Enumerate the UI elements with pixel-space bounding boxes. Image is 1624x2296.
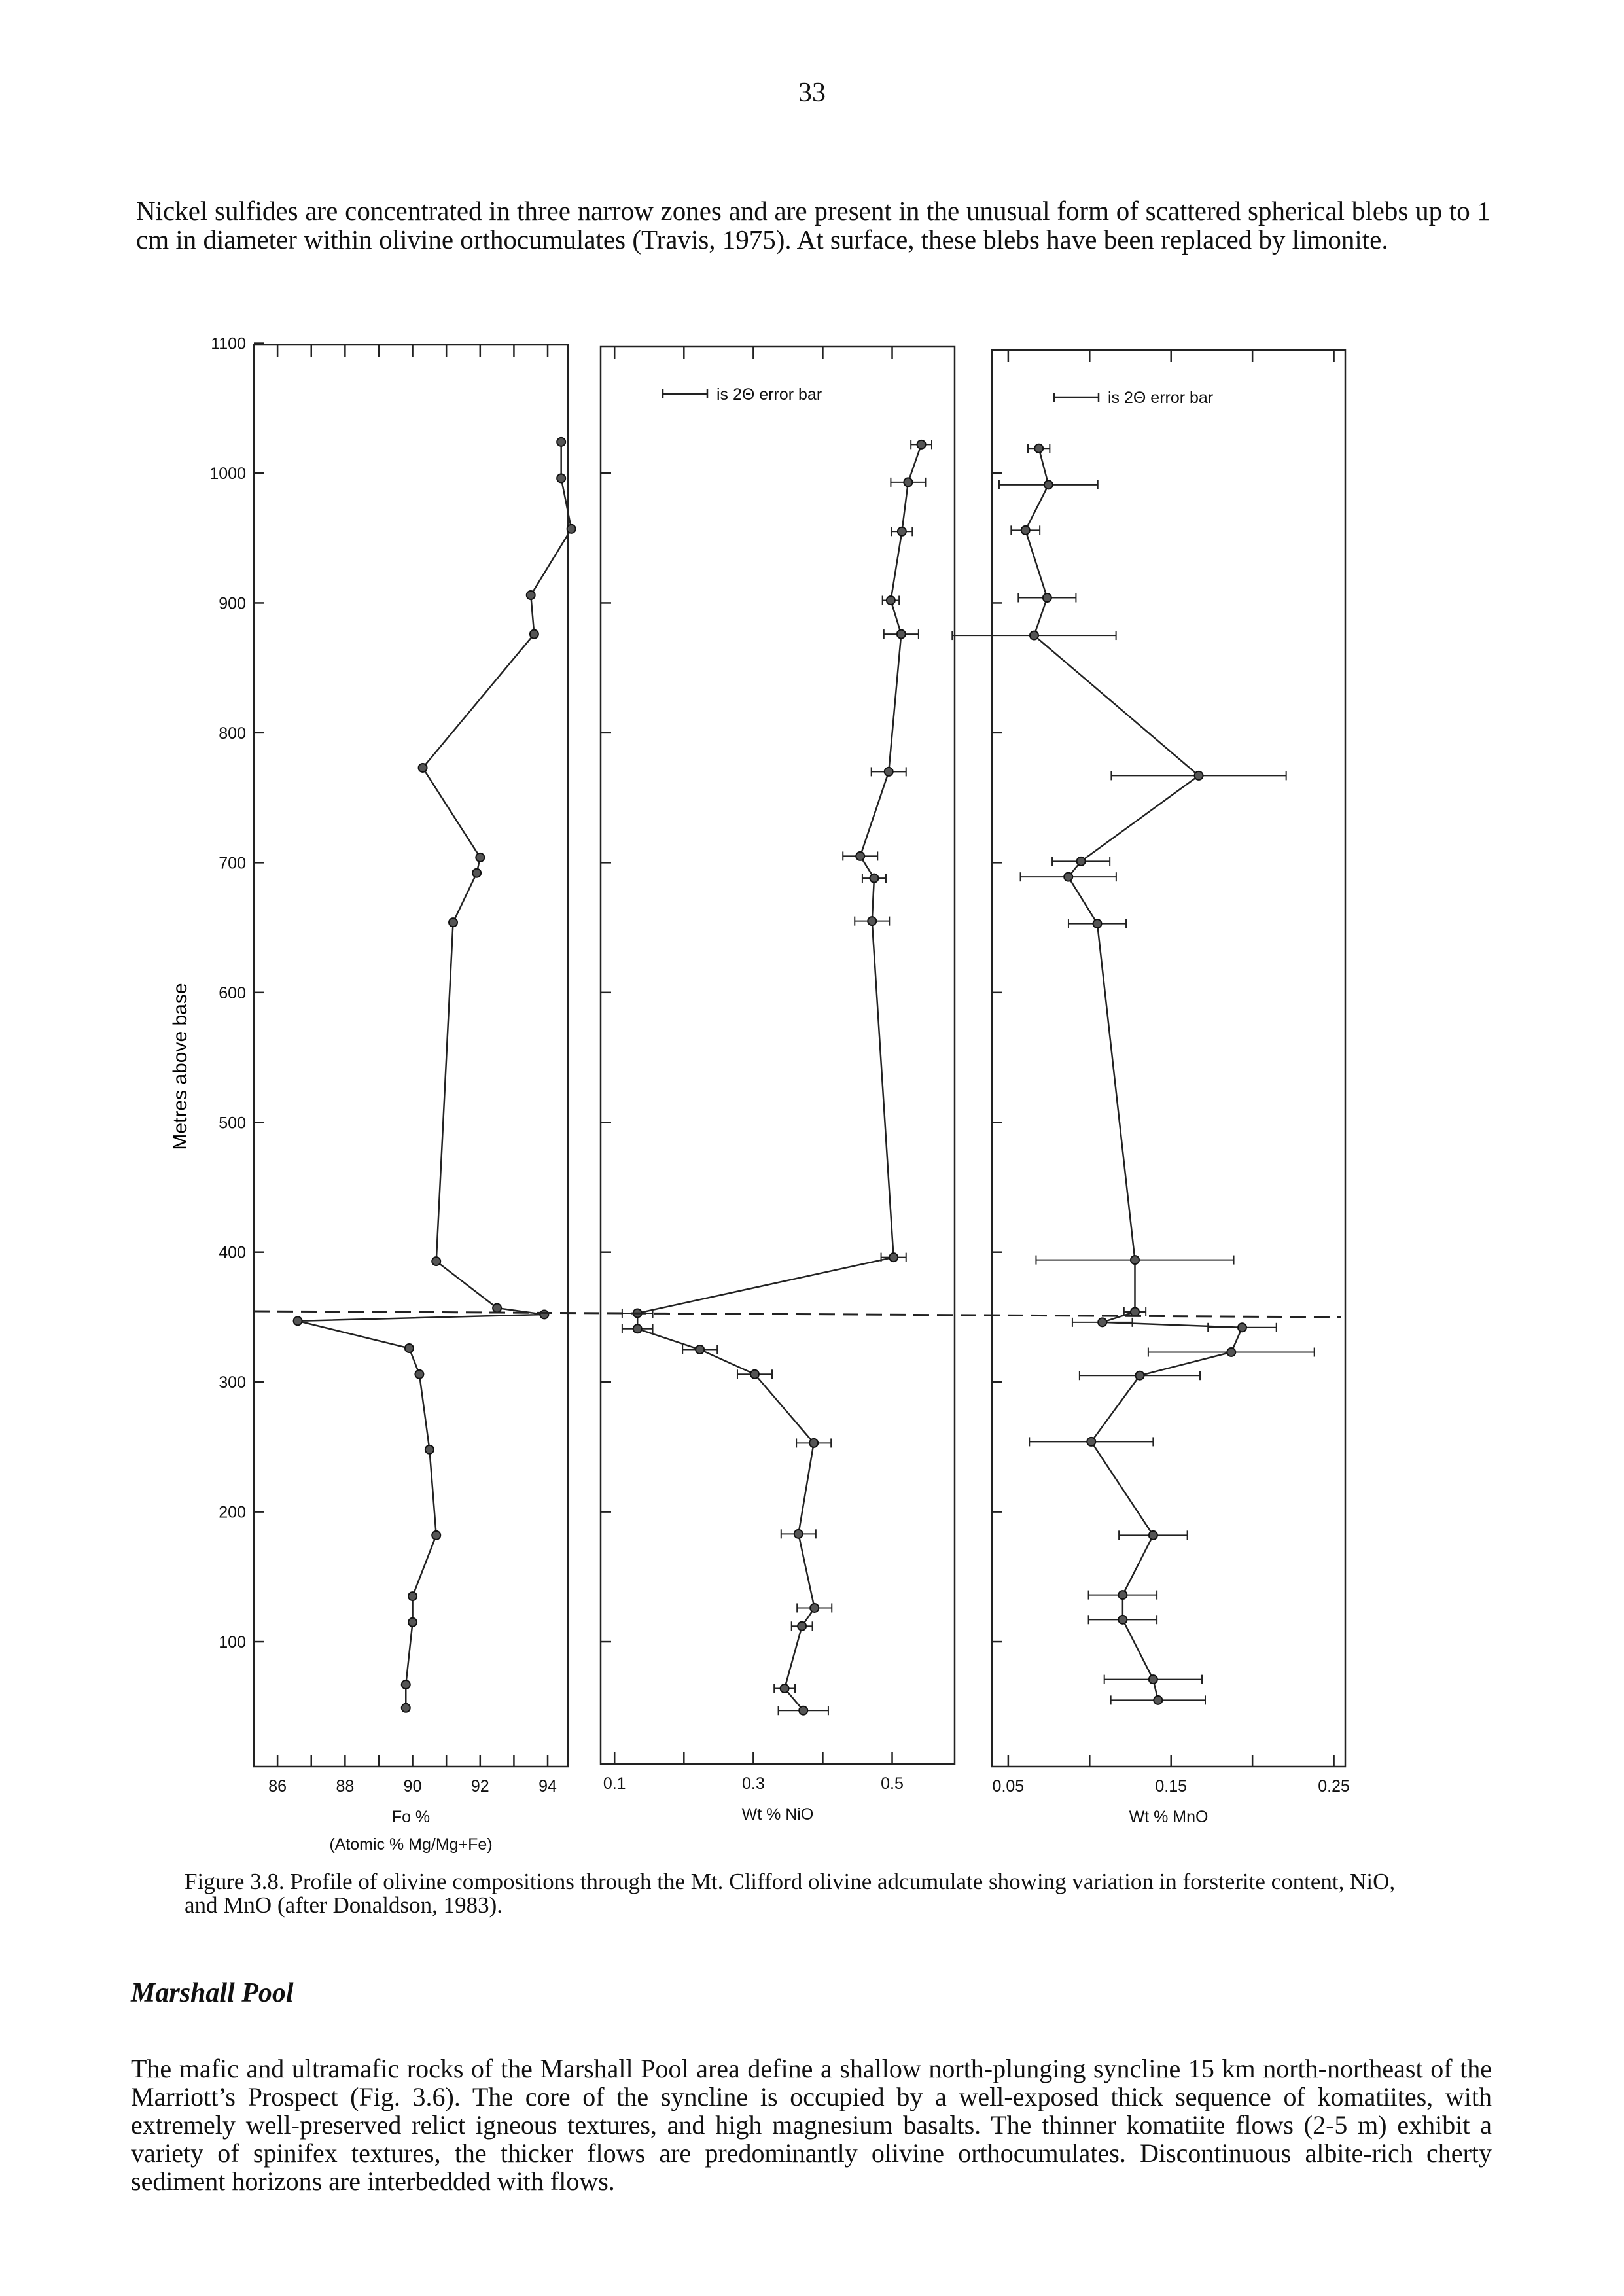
y-tick-label: 800 [219,724,246,743]
data-point [696,1345,704,1354]
data-point [1093,919,1102,928]
y-tick-label: 400 [219,1243,246,1262]
legend-label: is 2Θ error bar [716,385,822,404]
data-point [1195,771,1203,780]
data-point [750,1370,759,1379]
data-point [476,853,484,862]
y-axis-title: Metres above base [169,983,191,1150]
intro-paragraph: Nickel sulfides are concentrated in three narrow zones and are present in the unusual form of scattered spherical blebs up to 1 cm in diameter within olivine orthocumulates (Travis, 1975). At surface, these blebs have been replaced by limonite. [136,196,1491,255]
data-point [1131,1256,1139,1264]
data-point [1077,857,1086,866]
y-tick-label: 100 [219,1633,246,1652]
x-tick-label: 0.5 [881,1775,904,1793]
data-point [1064,873,1072,881]
chart-panel-1 [254,344,576,1854]
data-point [527,591,535,599]
data-point [809,1439,818,1447]
data-point [798,1622,806,1631]
x-tick-label: 0.3 [741,1775,765,1793]
legend-label: is 2Θ error bar [1108,389,1214,407]
data-point [781,1684,789,1693]
panel-frame [254,345,568,1767]
x-tick-label: 90 [403,1777,422,1795]
x-axis-title: Wt % MnO [1129,1808,1209,1826]
data-point [1034,444,1043,453]
series-line [1025,448,1242,1700]
data-point [530,630,538,639]
x-tick-label: 88 [336,1777,355,1795]
chart-panel-2 [601,347,955,1824]
data-point [885,768,893,776]
data-point [810,1604,819,1612]
data-point [419,764,427,772]
y-tick-label: 1000 [209,465,246,483]
series-line [637,444,921,1710]
x-tick-label: 94 [538,1777,557,1795]
data-point [856,852,864,860]
x-tick-label: 0.25 [1318,1777,1350,1795]
x-tick-label: 0.15 [1155,1777,1188,1795]
y-tick-label: 500 [219,1114,246,1133]
data-point [1118,1616,1127,1624]
data-point [898,527,906,536]
y-tick-label: 1100 [211,334,246,353]
data-point [557,474,565,482]
data-point [633,1324,642,1333]
y-tick-label: 300 [219,1373,246,1392]
x-tick-label: 92 [470,1777,489,1795]
data-point [1118,1591,1127,1599]
data-point [449,918,457,927]
y-tick-label: 600 [219,983,246,1002]
data-point [1043,593,1051,602]
data-point [1238,1323,1246,1332]
section-heading: Marshall Pool [131,1978,294,2008]
data-point [1131,1307,1139,1316]
data-point [402,1704,410,1712]
data-point [870,874,878,883]
chart-panel-3 [952,350,1350,1826]
data-point [897,630,906,639]
data-point [887,596,895,605]
data-point [415,1370,423,1379]
y-tick-label: 200 [219,1503,246,1522]
data-point [1030,631,1038,640]
data-point [425,1445,434,1454]
y-tick-label: 700 [219,854,246,873]
data-point [408,1592,417,1600]
data-point [1149,1675,1157,1684]
data-point [557,438,565,446]
data-point [1044,480,1053,489]
x-axis-title: Wt % NiO [741,1805,814,1824]
data-point [402,1680,410,1689]
data-point [889,1253,898,1262]
data-point [1149,1531,1157,1540]
data-point [794,1530,803,1538]
data-point [294,1316,302,1325]
x-tick-label: 0.1 [603,1775,626,1793]
data-point [1135,1371,1144,1380]
data-point [493,1304,501,1313]
data-point [408,1618,417,1627]
data-point [472,869,481,877]
data-point [1227,1348,1235,1356]
x-axis-subtitle: (Atomic % Mg/Mg+Fe) [329,1835,493,1854]
x-axis-title: Fo % [391,1808,431,1826]
data-point [1021,526,1030,535]
data-point [917,440,926,449]
x-tick-label: 86 [268,1777,287,1795]
figure-caption: Figure 3.8. Profile of olivine compositions through the Mt. Clifford olivine adcumulate showing variation in forsterite content, NiO, and MnO (after Donaldson, 1983). [185,1869,1396,1918]
data-point [1154,1696,1162,1704]
y-tick-label: 900 [219,594,246,613]
data-point [1087,1438,1095,1446]
data-point [432,1257,440,1265]
panel-frame [992,350,1345,1767]
data-point [799,1706,807,1715]
section-paragraph: The mafic and ultramafic rocks of the Marshall Pool area define a shallow north-plunging syncline 15 km north-northeast of the Marriott’s Prospect (Fig. 3.6). The core of the syncline is occupied by a well-exposed thick sequence of komatiites, with extremely well-preserved relict igneous textures, and high magnesium basalts. The thinner komatiite flows (2-5 m) exhibit a variety of spinifex textures, the thicker flows are predominantly olivine orthocumulates. Discontinuous albite-rich cherty sediment horizons are interbedded with flows. [131,2054,1492,2196]
x-tick-label: 0.05 [992,1777,1025,1795]
data-point [567,525,576,533]
data-point [405,1344,414,1352]
panel-frame [601,347,955,1764]
page-number: 33 [798,78,826,108]
reference-line [254,1311,1341,1317]
data-point [540,1310,548,1318]
data-point [868,917,876,925]
data-point [1098,1318,1106,1326]
data-point [432,1531,440,1540]
data-point [904,478,912,486]
